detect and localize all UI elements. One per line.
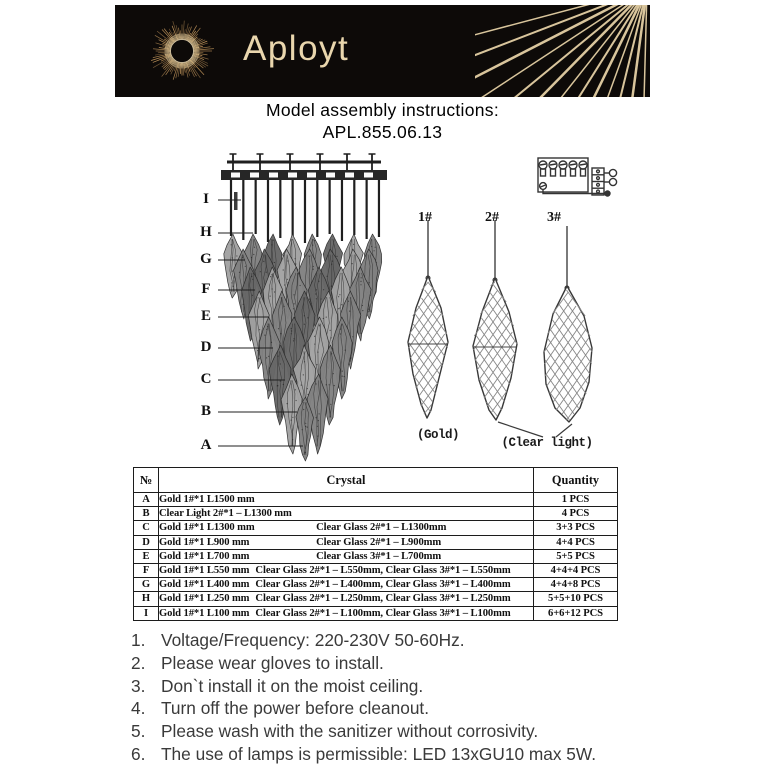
part-label-I: I <box>203 191 209 207</box>
table-row <box>134 507 618 521</box>
row-crystal: Gold 1#*1 L550 mm Clear Glass 2#*1 – L550mm, Clear Glass 3#*1 – L550mm <box>159 563 534 577</box>
list-item: 4. Turn off the power before cleanout. <box>131 698 430 719</box>
instructions-list <box>131 629 671 766</box>
col-header-no: № <box>134 468 159 493</box>
brand-name: Aployt <box>243 29 350 68</box>
page-title <box>115 100 650 143</box>
table-row <box>134 521 618 535</box>
table-row <box>134 606 618 620</box>
row-crystal: Gold 1#*1 L400 mm Clear Glass 2#*1 – L400mm, Clear Glass 3#*1 – L400mm <box>159 578 534 592</box>
part-label-G: G <box>200 251 212 267</box>
list-item: 5. Please wash with the sanitizer without corrosivity. <box>131 721 539 742</box>
row-no: I <box>134 606 159 620</box>
row-crystal: Gold 1#*1 L100 mm Clear Glass 2#*1 – L100mm, Clear Glass 3#*1 – L100mm <box>159 606 534 620</box>
list-item: 3. Don`t install it on the moist ceiling. <box>131 675 424 696</box>
chandelier-diagram <box>183 146 413 466</box>
row-no: C <box>134 521 159 535</box>
row-crystal: Gold 1#*1 L900 mm Clear Glass 2#*1 – L900mm <box>159 535 534 549</box>
row-no: G <box>134 578 159 592</box>
row-qty: 5+5+10 PCS <box>534 592 618 606</box>
table-row <box>134 549 618 563</box>
row-no: H <box>134 592 159 606</box>
row-qty: 4+4 PCS <box>534 535 618 549</box>
starburst-logo-icon <box>137 6 227 96</box>
list-item: 2. Please wear gloves to install. <box>131 652 384 673</box>
clear-light-finish-label: (Clear light) <box>501 436 593 450</box>
brand-banner <box>115 5 650 97</box>
row-qty: 6+6+12 PCS <box>534 606 618 620</box>
row-no: E <box>134 549 159 563</box>
table-row <box>134 493 618 507</box>
part-label-E: E <box>200 308 211 324</box>
col-header-quantity: Quantity <box>534 468 618 493</box>
table-row <box>134 535 618 549</box>
row-qty: 4+4+4 PCS <box>534 563 618 577</box>
part-label-B: B <box>200 403 211 419</box>
part-label-D: D <box>200 339 212 355</box>
table-row <box>134 592 618 606</box>
part-label-C: C <box>200 371 212 387</box>
title-line1: Model assembly instructions: <box>265 100 500 120</box>
pendant-3-label: 3# <box>547 210 561 225</box>
parts-table <box>133 467 618 621</box>
part-label-A: A <box>200 437 212 453</box>
row-qty: 1 PCS <box>534 493 618 507</box>
decorative-rays-icon <box>475 5 650 97</box>
row-no: F <box>134 563 159 577</box>
list-item: 6. The use of lamps is permissible: LED 13xGU10 max 5W. <box>131 743 597 764</box>
row-crystal: Clear Light 2#*1 – L1300 mm <box>159 507 534 521</box>
row-qty: 4 PCS <box>534 507 618 521</box>
row-crystal: Gold 1#*1 L1300 mm Clear Glass 2#*1 – L1300mm <box>159 521 534 535</box>
row-no: A <box>134 493 159 507</box>
table-row <box>134 578 618 592</box>
pendant-crystals-diagram <box>403 206 623 456</box>
row-crystal: Gold 1#*1 L700 mm Clear Glass 3#*1 – L700mm <box>159 549 534 563</box>
list-item: 1. Voltage/Frequency: 220-230V 50-60Hz. <box>131 630 465 650</box>
table-header-row <box>134 468 618 493</box>
table-row <box>134 563 618 577</box>
row-crystal: Gold 1#*1 L1500 mm <box>159 493 534 507</box>
row-qty: 5+5 PCS <box>534 549 618 563</box>
part-label-F: F <box>201 281 211 297</box>
row-qty: 3+3 PCS <box>534 521 618 535</box>
pendant-2-label: 2# <box>485 210 499 225</box>
row-qty: 4+4+8 PCS <box>534 578 618 592</box>
col-header-crystal: Crystal <box>159 468 534 493</box>
gold-finish-label: (Gold) <box>416 428 459 442</box>
row-no: B <box>134 507 159 521</box>
row-no: D <box>134 535 159 549</box>
part-label-H: H <box>200 224 212 240</box>
row-crystal: Gold 1#*1 L250 mm Clear Glass 2#*1 – L250mm, Clear Glass 3#*1 – L250mm <box>159 592 534 606</box>
pendant-1-label: 1# <box>418 210 432 225</box>
model-number: APL.855.06.13 <box>322 121 443 142</box>
